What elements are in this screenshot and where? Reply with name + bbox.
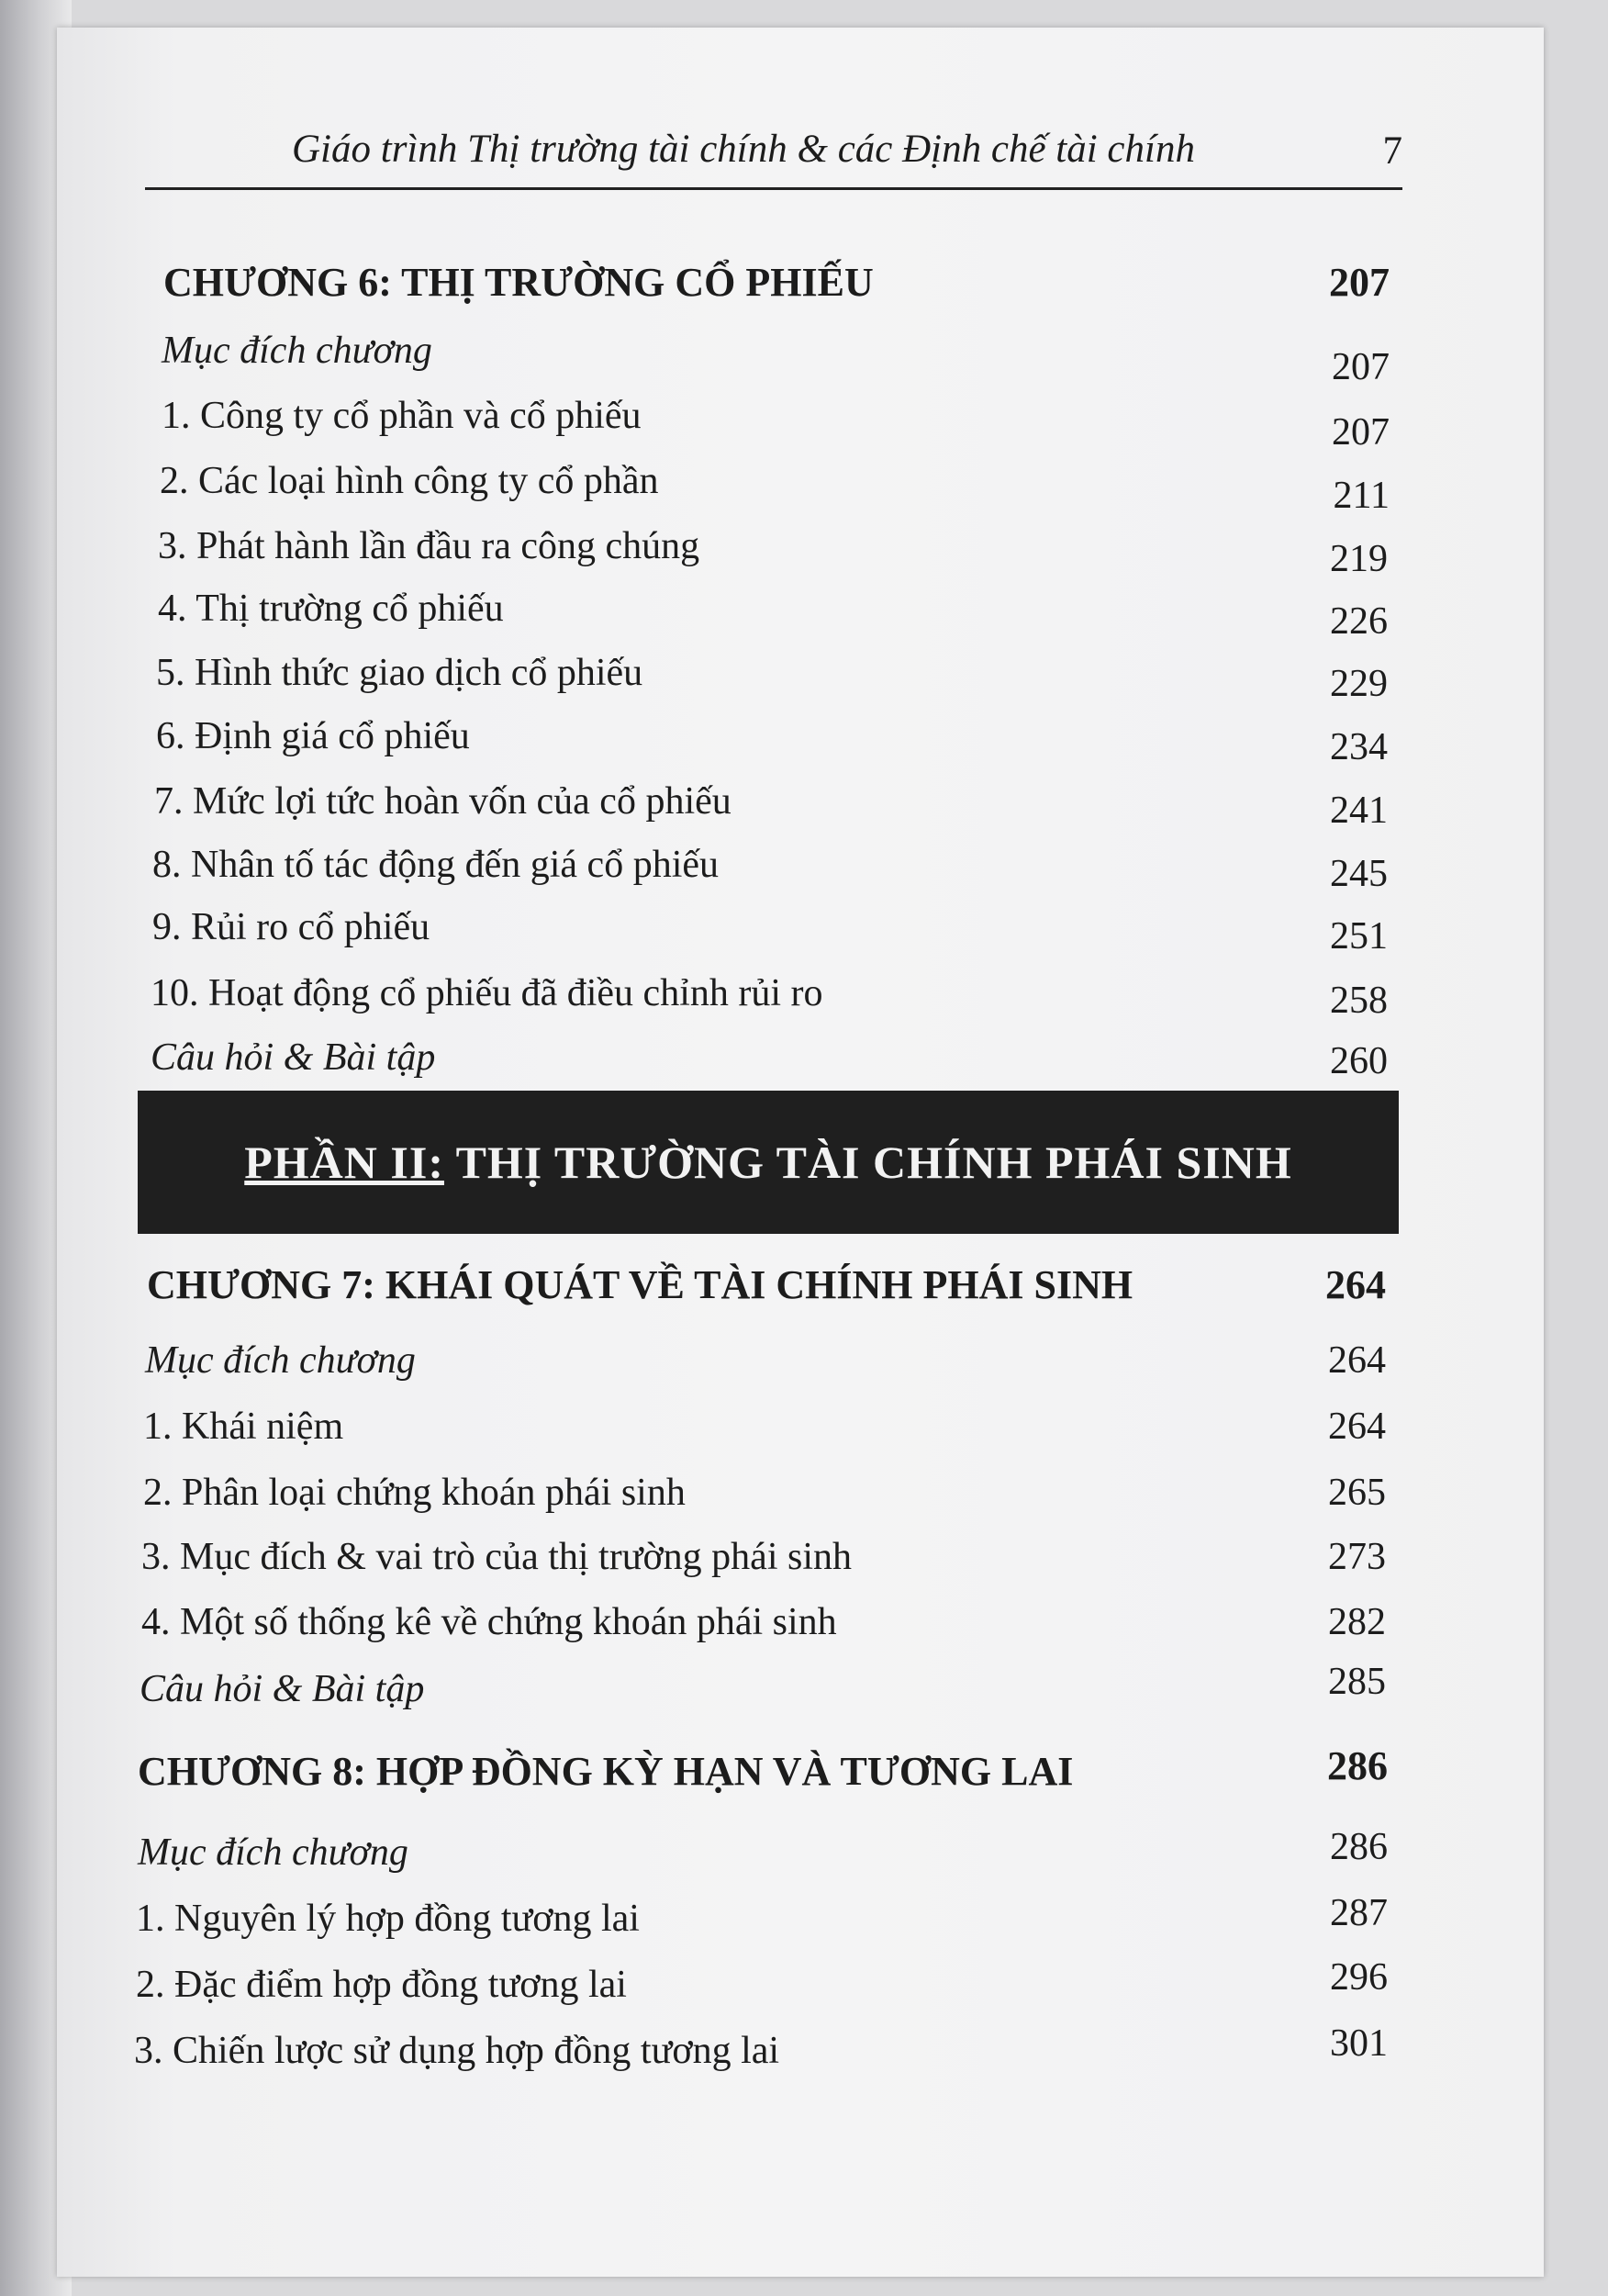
entry-page: 207: [1332, 346, 1390, 388]
entry-label: Mục đích chương: [162, 330, 432, 372]
entry-label: Mục đích chương: [145, 1339, 416, 1382]
toc-entry: [141, 1529, 1386, 1585]
entry-label: 10. Hoạt động cổ phiếu đã điều chỉnh rủi ro: [151, 972, 823, 1014]
entry-label: 6. Định giá cổ phiếu: [156, 715, 470, 757]
entry-page: 264: [1328, 1339, 1386, 1382]
entry-page: 226: [1330, 600, 1388, 643]
toc-entry: [138, 1825, 1388, 1880]
toc-entry: [145, 1333, 1386, 1388]
entry-page: 287: [1330, 1892, 1388, 1934]
toc-entry: [134, 2023, 1388, 2078]
toc-entry: [140, 1662, 1386, 1717]
entry-label: 4. Thị trường cổ phiếu: [158, 588, 504, 630]
toc-entry: [162, 388, 1390, 454]
entry-label: 5. Hình thức giao dịch cổ phiếu: [156, 652, 643, 694]
entry-label: 2. Phân loại chứng khoán phái sinh: [143, 1472, 686, 1514]
chapter-page: 286: [1327, 1743, 1388, 1788]
entry-page: 301: [1330, 2022, 1388, 2065]
toc-entry: [162, 323, 1390, 388]
entry-page: 219: [1330, 538, 1388, 580]
entry-page: 245: [1330, 853, 1388, 895]
entry-page: 286: [1330, 1826, 1388, 1868]
toc-entry: [151, 966, 1388, 1021]
toc-entry: [158, 581, 1388, 643]
entry-page: 296: [1330, 1956, 1388, 1999]
entry-page: 251: [1330, 915, 1388, 958]
toc-entry: [154, 774, 1388, 832]
header-page-number: 7: [1382, 129, 1402, 173]
entry-label: 8. Nhân tố tác động đến giá cổ phiếu: [152, 844, 719, 886]
entry-label: 3. Mục đích & vai trò của thị trường phái sinh: [141, 1536, 853, 1578]
chapter-title: CHƯƠNG 8: HỢP ĐỒNG KỲ HẠN VÀ TƯƠNG LAI: [138, 1749, 1074, 1794]
entry-label: 4. Một số thống kê về chứng khoán phái sinh: [141, 1601, 837, 1643]
chapter-page: 264: [1325, 1262, 1386, 1307]
entry-label: 3. Phát hành lần đầu ra công chúng: [158, 525, 700, 567]
entry-label: Câu hỏi & Bài tập: [140, 1668, 425, 1710]
entry-label: Câu hỏi & Bài tập: [151, 1036, 436, 1079]
entry-page: 234: [1330, 726, 1388, 768]
entry-page: 285: [1328, 1661, 1386, 1703]
toc-entry: [136, 1957, 1388, 2012]
part-2-prefix: PHẦN II:: [244, 1137, 444, 1188]
toc-entry: [143, 1465, 1386, 1520]
toc-entry: [143, 1399, 1386, 1454]
chapter-7-heading: [147, 1258, 1386, 1313]
entry-label: 1. Công ty cổ phần và cổ phiếu: [162, 395, 642, 437]
chapter-page: 207: [1329, 260, 1390, 305]
chapter-title: CHƯƠNG 7: KHÁI QUÁT VỀ TÀI CHÍNH PHÁI SINH: [147, 1262, 1133, 1307]
toc-entry: [152, 837, 1388, 895]
part-2-title: [138, 1091, 1399, 1234]
entry-page: 241: [1330, 790, 1388, 832]
entry-page: 207: [1332, 411, 1390, 454]
entry-page: 258: [1330, 980, 1388, 1022]
chapter-6-heading: [163, 255, 1390, 310]
entry-label: 2. Các loại hình công ty cổ phần: [160, 460, 659, 502]
toc-entry: [141, 1595, 1386, 1650]
toc-entry: [151, 1030, 1388, 1085]
entry-label: 1. Nguyên lý hợp đồng tương lai: [136, 1898, 640, 1940]
toc-entry: [152, 900, 1388, 958]
chapter-8-heading: [138, 1744, 1388, 1799]
part-2-name: THỊ TRƯỜNG TÀI CHÍNH PHÁI SINH: [443, 1137, 1292, 1188]
entry-label: 7. Mức lợi tức hoàn vốn của cổ phiếu: [154, 780, 731, 823]
toc-entry: [156, 709, 1388, 768]
entry-page: 211: [1333, 475, 1390, 517]
header-title: Giáo trình Thị trường tài chính & các Định chế tài chính: [292, 128, 1195, 171]
toc-entry: [156, 645, 1388, 705]
entry-label: 3. Chiến lược sử dụng hợp đồng tương lai: [134, 2030, 780, 2072]
entry-label: 9. Rủi ro cổ phiếu: [152, 906, 430, 948]
entry-label: 1. Khái niệm: [143, 1406, 344, 1448]
entry-label: 2. Đặc điểm hợp đồng tương lai: [136, 1964, 627, 2006]
entry-page: 282: [1328, 1601, 1386, 1643]
toc-entry: [136, 1891, 1388, 1946]
chapter-title: CHƯƠNG 6: THỊ TRƯỜNG CỔ PHIẾU: [163, 260, 874, 305]
entry-page: 260: [1330, 1040, 1388, 1082]
entry-page: 264: [1328, 1406, 1386, 1448]
toc-entry: [158, 519, 1388, 580]
entry-page: 273: [1328, 1536, 1386, 1578]
part-2-banner: [138, 1091, 1399, 1234]
toc-entry: [160, 454, 1390, 517]
entry-page: 265: [1328, 1472, 1386, 1514]
entry-page: 229: [1330, 663, 1388, 705]
entry-label: Mục đích chương: [138, 1831, 408, 1874]
